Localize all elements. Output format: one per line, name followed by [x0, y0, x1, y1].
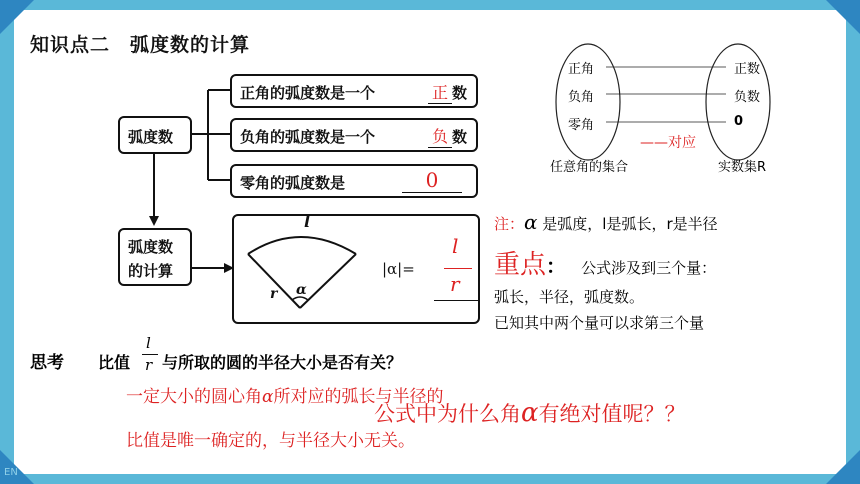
answer-line2: 比值是唯一确定的，与半径大小无关。	[126, 431, 415, 451]
think-frac-bar	[142, 354, 158, 355]
think-frac-den: r	[145, 356, 153, 374]
branch-zero: 零角的弧度数是 0	[230, 164, 478, 198]
formula-lhs: |α|=	[382, 260, 415, 278]
mapping-diagram: 正角 负角 零角 正数 负数 0 ——对应 任意角的集合 实数集R	[544, 40, 784, 180]
fraction-bar	[444, 268, 472, 269]
mapping-right-caption: 实数集R	[718, 160, 767, 175]
answer-underline	[434, 300, 478, 301]
keypoint-line3: 已知其中两个量可以求第三个量	[494, 314, 705, 332]
sector-diagram	[238, 220, 368, 320]
question-line: 公式中为什么角α有绝对值呢？？	[374, 398, 686, 428]
mapping-relation: ——对应	[640, 135, 696, 151]
corner-decoration	[826, 0, 860, 34]
calc-box: 弧度数 的计算	[118, 228, 192, 286]
section-heading: 知识点二 弧度数的计算	[30, 34, 251, 56]
branch-positive: 正角的弧度数是一个 正 数	[230, 74, 478, 108]
think-post: 与所取的圆的半径大小是否有关？	[162, 353, 403, 372]
branch-negative: 负角的弧度数是一个 负 数	[230, 118, 478, 152]
angle-label: α	[296, 282, 307, 298]
note-line: 注：α 是弧度，l是弧长，r是半径	[494, 210, 718, 234]
textbook-scan	[20, 24, 490, 384]
formula-num: l	[452, 234, 459, 258]
think-label: 思考	[30, 353, 64, 373]
keypoint-title-line: 重点： 公式涉及到三个量：	[494, 250, 717, 280]
think-frac-num: l	[146, 334, 151, 352]
formula-den: r	[450, 272, 460, 296]
think-pre: 比值	[98, 353, 131, 372]
answer-line1: 一定大小的圆心角α所对应的弧长与半径的	[126, 387, 444, 407]
footer-tag: EN	[4, 467, 18, 478]
arc-label: l	[304, 212, 311, 231]
keypoint-line2: 弧长，半径，弧度数。	[494, 288, 645, 306]
corner-decoration	[826, 450, 860, 484]
mapping-left-caption: 任意角的集合	[550, 160, 629, 175]
formula-box	[232, 214, 480, 324]
radius-label: r	[270, 286, 278, 302]
root-box: 弧度数	[118, 116, 192, 154]
